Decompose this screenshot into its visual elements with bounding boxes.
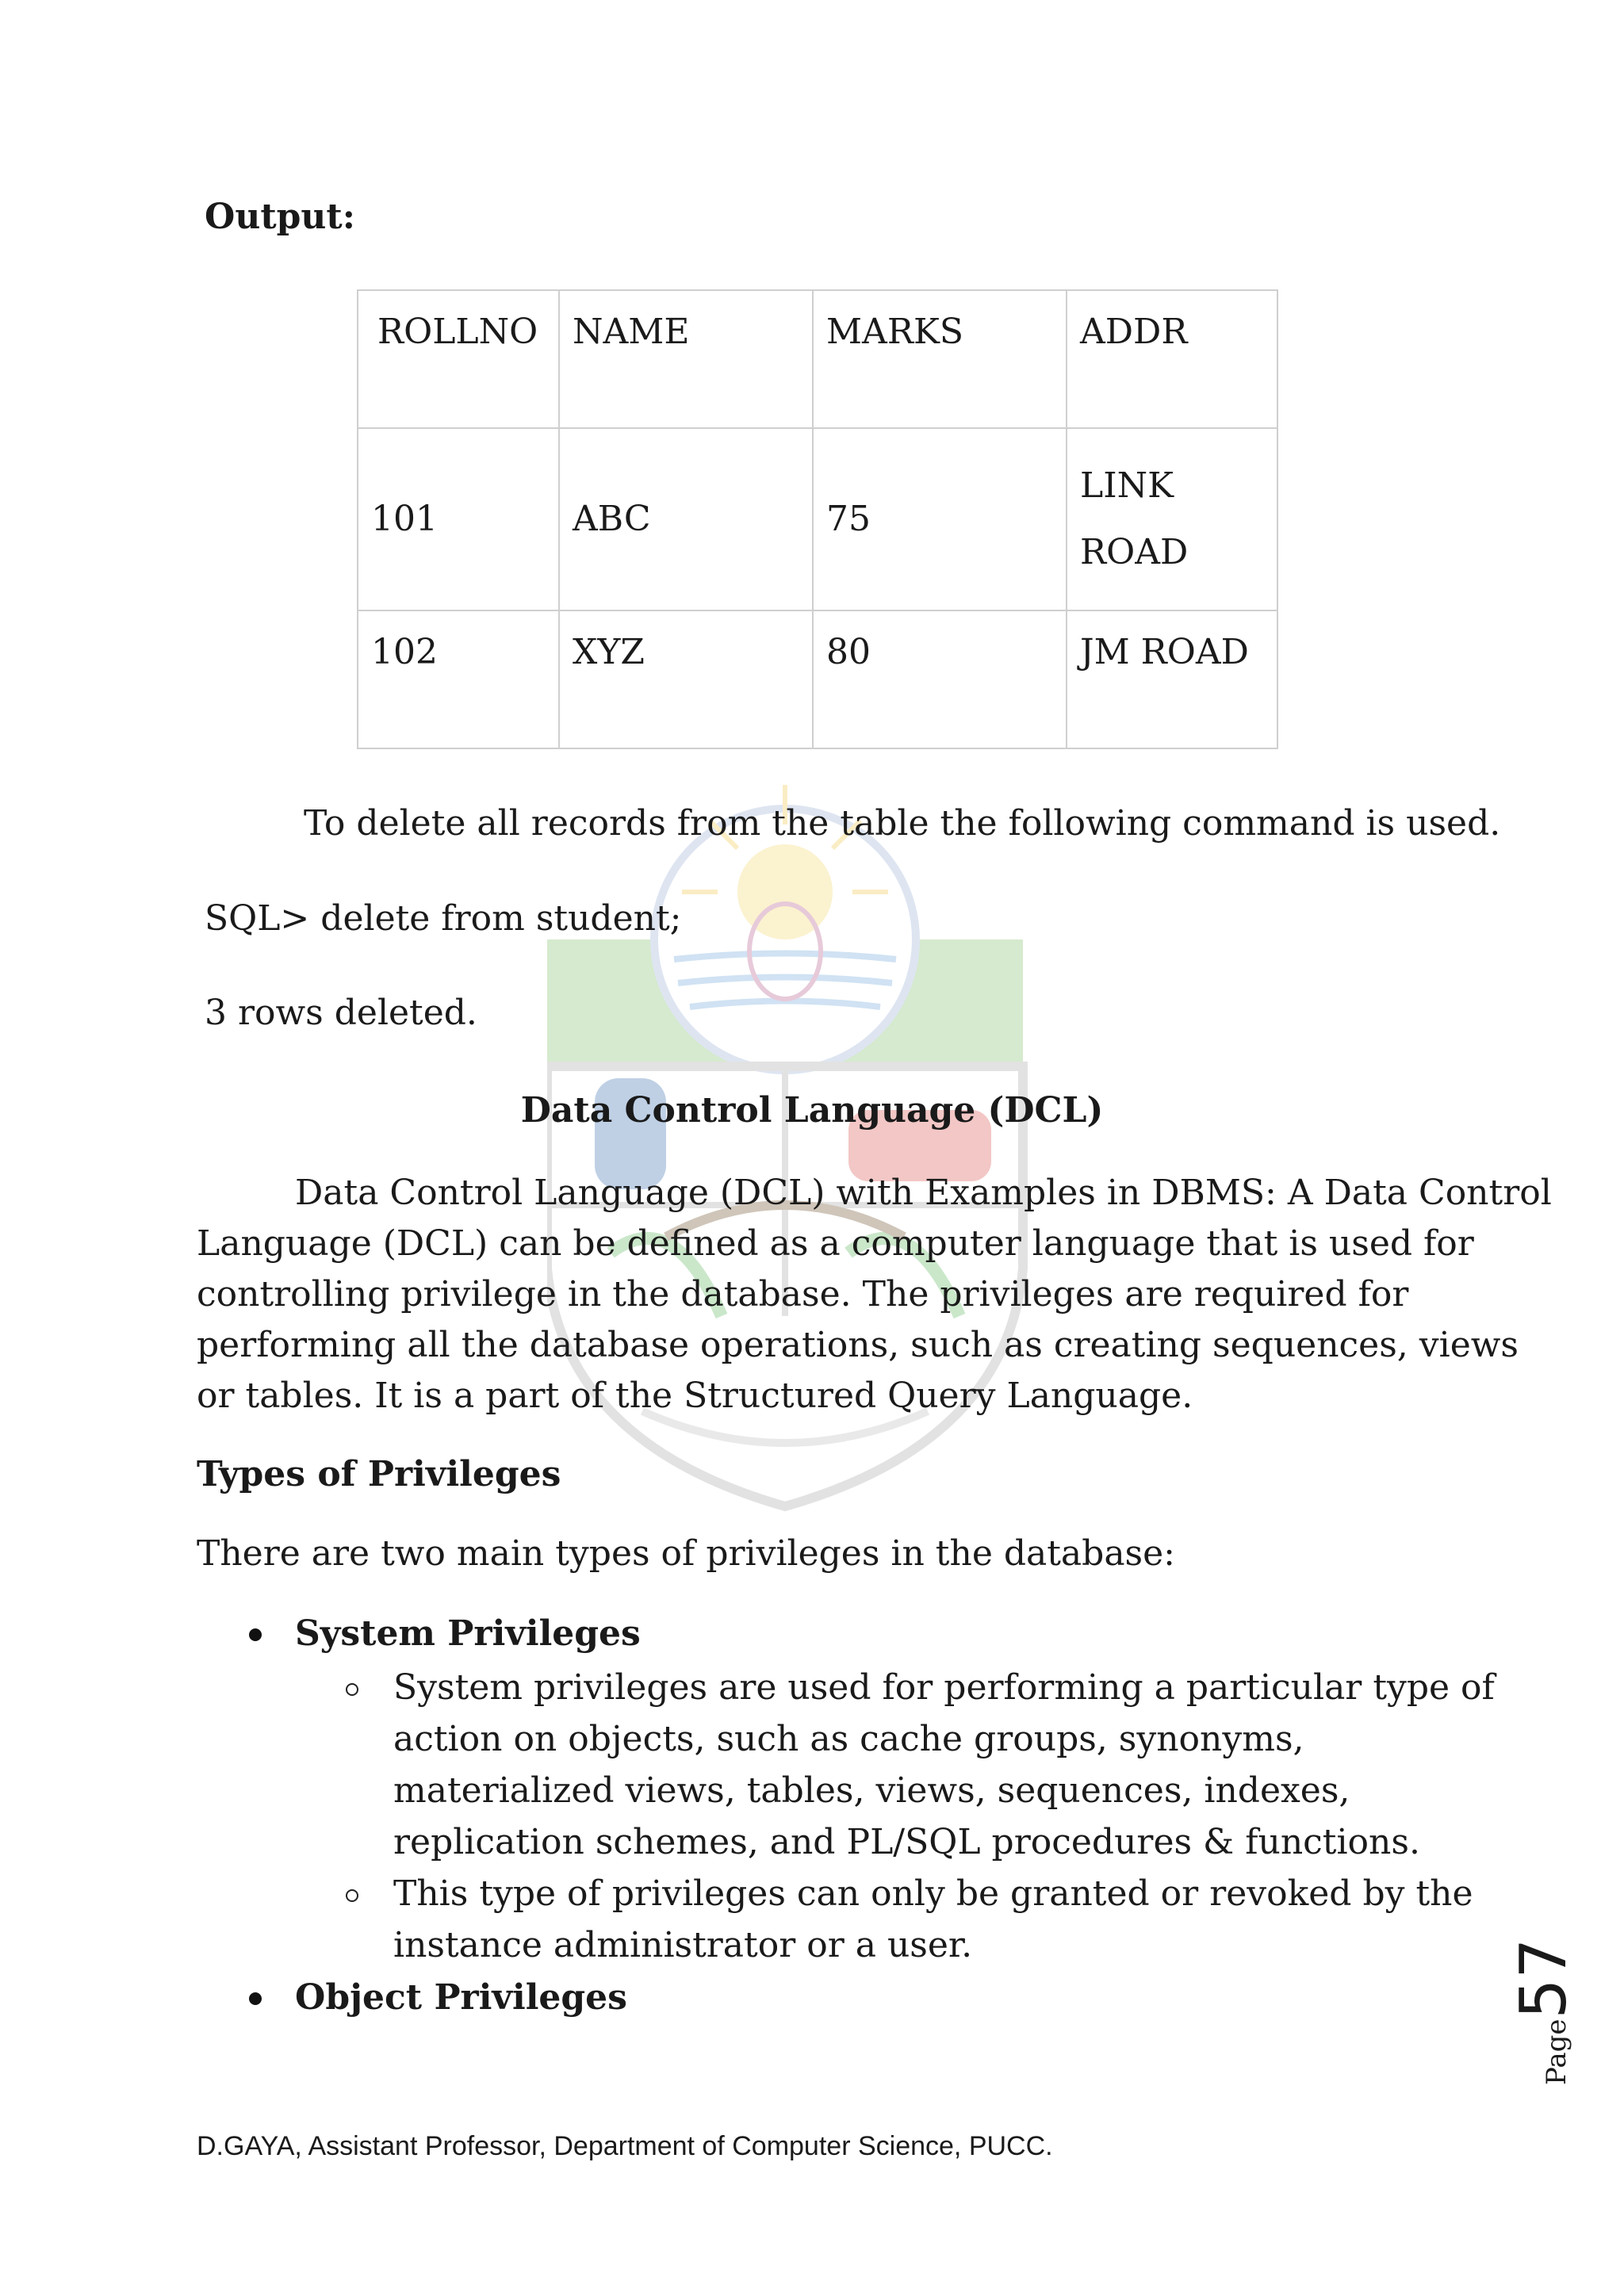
sub-item-line: System privileges are used for performing a particular type of: [393, 1667, 1495, 1708]
column-header: NAME: [559, 290, 813, 428]
paragraph-line: Language (DCL) can be defined as a computer language that is used for: [197, 1223, 1474, 1264]
sub-item-line: This type of privileges can only be granted or revoked by the: [393, 1873, 1473, 1914]
table-cell: 102: [358, 610, 559, 748]
bullet-title-system: System Privileges: [295, 1613, 641, 1654]
section-title: Data Control Language (DCL): [520, 1090, 1104, 1131]
paragraph-line: or tables. It is a part of the Structured Query Language.: [197, 1376, 1193, 1416]
table-cell: 101: [358, 428, 559, 610]
types-heading: Types of Privileges: [197, 1454, 561, 1494]
output-table: [357, 289, 1278, 749]
addr-line: LINK: [1080, 465, 1174, 506]
table-cell: ABC: [559, 428, 813, 610]
table-cell: [1067, 428, 1277, 610]
table-cell: JM ROAD: [1067, 610, 1277, 748]
column-header: ADDR: [1067, 290, 1277, 428]
bullet-icon: [249, 1628, 262, 1641]
paragraph-line: Data Control Language (DCL) with Examples in DBMS: A Data Control: [295, 1173, 1552, 1213]
table-row: [358, 610, 1277, 748]
sub-item-line: instance administrator or a user.: [393, 1925, 973, 1965]
table-cell: 75: [813, 428, 1067, 610]
addr-line: ROAD: [1080, 532, 1189, 572]
types-intro: There are two main types of privileges in the database:: [197, 1533, 1175, 1574]
sub-item-line: replication schemes, and PL/SQL procedures & functions.: [393, 1822, 1420, 1862]
sql-command: SQL> delete from student;: [205, 898, 682, 939]
bullet-icon: [249, 1992, 262, 2005]
delete-intro-text: To delete all records from the table the following command is used.: [304, 803, 1501, 844]
output-heading: Output:: [205, 197, 355, 237]
table-cell: 80: [813, 610, 1067, 748]
table-row: [358, 428, 1277, 610]
column-header: ROLLNO: [358, 290, 559, 428]
table-cell: XYZ: [559, 610, 813, 748]
table-header-row: [358, 290, 1277, 428]
page-number: [1507, 1938, 1580, 2101]
sub-item-line: materialized views, tables, views, sequences, indexes,: [393, 1770, 1350, 1811]
bullet-title-object: Object Privileges: [295, 1977, 627, 2018]
sub-bullet-icon: [346, 1683, 358, 1696]
sql-result: 3 rows deleted.: [205, 993, 477, 1033]
paragraph-line: controlling privilege in the database. The privileges are required for: [197, 1274, 1409, 1314]
page-label: Page: [1541, 2019, 1572, 2085]
page-footer: D.GAYA, Assistant Professor, Department of Computer Science, PUCC.: [197, 2131, 1053, 2161]
sub-item-line: action on objects, such as cache groups, synonyms,: [393, 1719, 1304, 1759]
sub-bullet-icon: [346, 1889, 358, 1902]
page-digits: 57: [1507, 1938, 1580, 2019]
paragraph-line: performing all the database operations, such as creating sequences, views: [197, 1325, 1519, 1365]
column-header: MARKS: [813, 290, 1067, 428]
dcl-paragraph: [197, 1168, 1552, 1422]
